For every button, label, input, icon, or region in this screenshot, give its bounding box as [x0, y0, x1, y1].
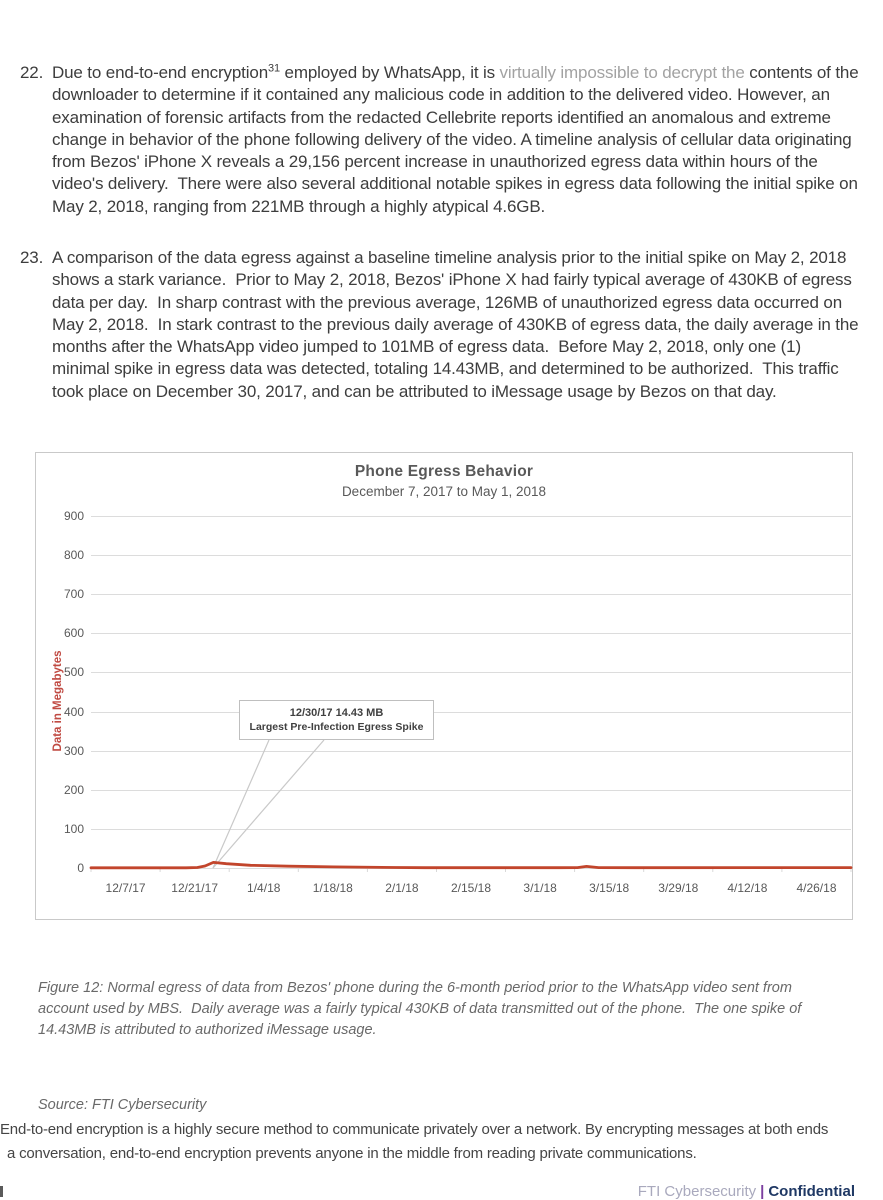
callout-leader-line: [213, 740, 269, 868]
paragraph-number: 22.: [20, 63, 44, 82]
annotation-value: 12/30/17 14.43 MB: [289, 707, 384, 719]
text-segment-light: virtually impossible to decrypt the: [499, 63, 745, 82]
x-tick-label: 4/26/18: [796, 881, 837, 895]
y-tick-label: 700: [63, 587, 84, 602]
x-tick-label: 1/18/18: [312, 881, 353, 895]
egress-chart: [35, 452, 853, 920]
x-tick-label: 4/12/18: [727, 881, 768, 895]
page-number-fragment: [0, 1186, 3, 1197]
confidential-label: Confidential: [768, 1183, 855, 1200]
text-segment: Due to end-to-end encryption: [52, 63, 268, 82]
paragraph-number: 23.: [20, 248, 44, 267]
y-axis-title: Data in Megabytes: [52, 650, 64, 752]
x-tick-label: 3/1/18: [523, 881, 557, 895]
y-tick-label: 300: [63, 743, 84, 758]
y-tick-label: 800: [63, 548, 84, 563]
chart-title: Phone Egress Behavior: [354, 463, 534, 480]
annotation-callout: [239, 700, 434, 740]
x-tick-label: 2/15/18: [450, 881, 492, 895]
y-tick-label: 100: [63, 821, 84, 836]
paragraph-text: [52, 62, 862, 218]
x-axis-tick-labels: [91, 881, 851, 895]
text-segment: employed by WhatsApp, it is: [279, 63, 500, 82]
text-segment: contents of the downloader to determine if it contained any malicious code in addition to the delivered video. However, an examination of forensic artifacts from the redacted Cellebrite reports identified an anomalous and extreme change in behavior of the phone following delivery of the video. A timeline analysis of cellular data originating from Bezos' iPhone X reveals a 29,156 percent increase in unauthorized egress data within hours of the video's delivery. There were also several additional notable spikes in egress data following the initial spike on May 2, 2018, ranging from 221MB through a highly atypical 4.6GB.: [52, 63, 864, 216]
figure-caption-text: Figure 12: Normal egress of data from Bezos' phone during the 6-month period prior to the WhatsApp video sent from account used by MBS. Daily average was a fairly typical 430KB of data transmitted out of the phone. The one spike of 14.43MB is attributed to authorized iMessage usage.: [38, 980, 806, 1038]
figure-caption: [38, 936, 808, 1137]
paragraph-22: [20, 62, 862, 218]
x-tick-label: 3/15/18: [589, 881, 630, 895]
footnote-line: a conversation, end-to-end encryption prevents anyone in the middle from reading private communications.: [7, 1145, 697, 1162]
y-tick-label: 0: [77, 861, 84, 875]
chart-subtitle: December 7, 2017 to May 1, 2018: [341, 484, 547, 499]
x-tick-label: 3/29/18: [658, 881, 699, 895]
plot-area: [91, 516, 851, 869]
x-tick-label: 12/21/17: [171, 881, 218, 895]
y-tick-label: 200: [63, 782, 84, 797]
y-tick-label: 600: [63, 626, 84, 641]
paragraph-text: A comparison of the data egress against a baseline timeline analysis prior to the initial spike on May 2, 2018 shows a stark variance. Prior to May 2, 2018, Bezos' iPhone X had fairly typical average of 430KB of egress data per day. In sharp contrast with the previous average, 126MB of unauthorized egress data occurred on May 2, 2018. In stark contrast to the previous daily average of 430KB of egress data, the daily average in the months after the WhatsApp video jumped to 101MB of egress data. Before May 2, 2018, only one (1) minimal spike in egress data was detected, totaling 14.43MB, and determined to be authorized. This traffic took place on December 30, 2017, and can be attributed to iMessage usage by Bezos on that day.: [52, 248, 864, 401]
source-line: Source: FTI Cybersecurity: [38, 1097, 207, 1113]
footnote-31: [0, 1118, 883, 1166]
y-tick-label: 400: [63, 704, 84, 719]
annotation-label: Largest Pre-Infection Egress Spike: [249, 721, 424, 733]
footer-separator: |: [760, 1183, 765, 1200]
x-tick-label: 2/1/18: [385, 881, 419, 895]
y-tick-label: 900: [63, 509, 84, 523]
callout-leader-line: [213, 740, 324, 868]
page-footer: [638, 1183, 855, 1200]
series-svg: [91, 516, 851, 874]
egress-series-line: [91, 862, 851, 867]
footnote-reference: 31: [268, 62, 280, 75]
x-tick-label: 1/4/18: [247, 881, 281, 895]
y-axis-tick-labels: [36, 509, 84, 876]
footnote-line: End-to-end encryption is a highly secure method to communicate privately over a network. By encrypting messages at both ends: [0, 1121, 829, 1138]
x-tick-label: 12/7/17: [105, 881, 146, 895]
footer-brand: FTI Cybersecurity: [637, 1183, 757, 1200]
paragraph-23: [20, 247, 862, 403]
y-tick-label: 500: [63, 665, 84, 680]
